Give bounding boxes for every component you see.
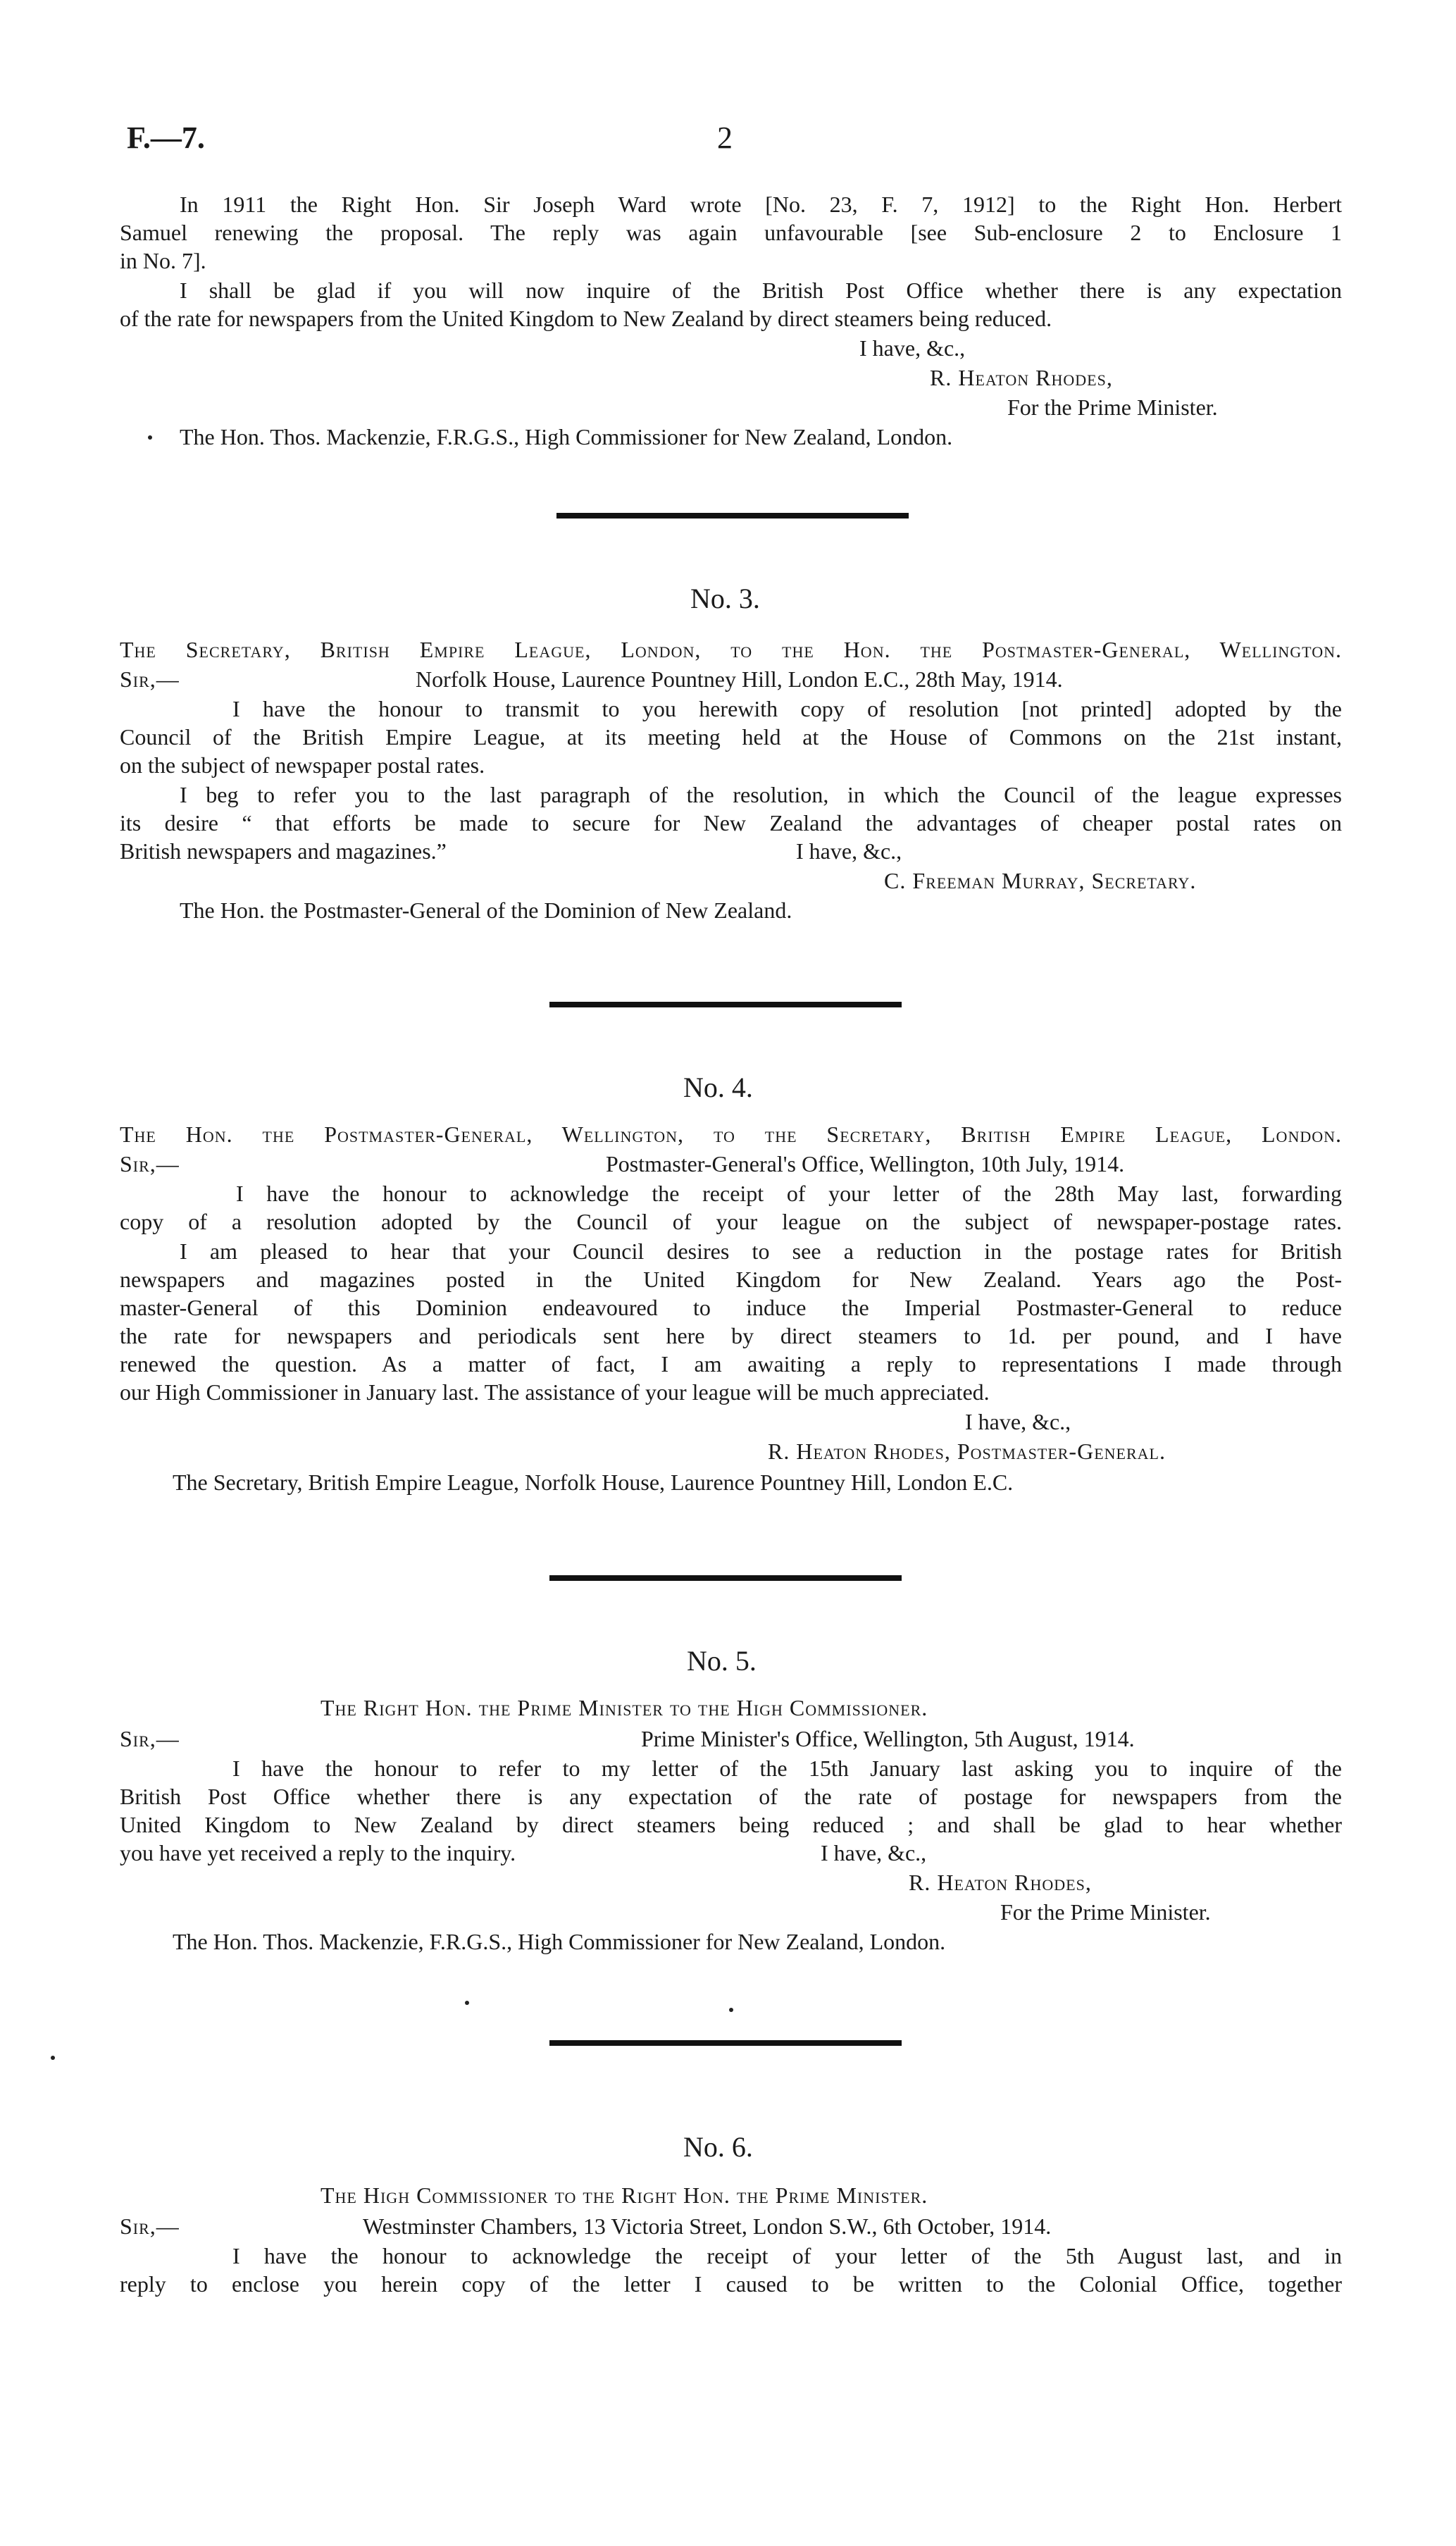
body-line: renewed the question. As a matter of fact, I am awaiting a reply to representations I made through <box>120 1351 1342 1377</box>
section-divider <box>549 1002 902 1007</box>
body-line: British newspapers and magazines.” <box>120 838 447 864</box>
section-divider <box>556 513 909 518</box>
stray-mark <box>148 435 152 440</box>
section-heading-no6: No. 6. <box>683 2131 753 2163</box>
salutation: Sir,— <box>120 1151 180 1176</box>
body-line: I have the honour to transmit to you herewith copy of resolution [not printed] adopted by the <box>232 696 1342 721</box>
body-line: I beg to refer you to the last paragraph of the resolution, in which the Council of the league expresses <box>180 782 1342 807</box>
page-number: 2 <box>717 120 733 155</box>
signature: C. Freeman Murray, Secretary. <box>884 868 1197 893</box>
body-line: Samuel renewing the proposal. The reply was again unfavourable [see Sub-enclosure 2 to Enclosure 1 <box>120 220 1342 245</box>
body-line: of the rate for newspapers from the United Kingdom to New Zealand by direct steamers being reduced. <box>120 306 1052 331</box>
signature: R. Heaton Rhodes, <box>909 1870 1092 1895</box>
route-line: The High Commissioner to the Right Hon. the Prime Minister. <box>321 2182 928 2208</box>
sender-address: Prime Minister's Office, Wellington, 5th August, 1914. <box>641 1726 1135 1751</box>
addressee: The Hon. the Postmaster-General of the Dominion of New Zealand. <box>180 898 792 923</box>
body-line: I am pleased to hear that your Council desires to see a reduction in the postage rates for British <box>180 1238 1342 1264</box>
sender-address: Norfolk House, Laurence Pountney Hill, London E.C., 28th May, 1914. <box>416 666 1063 692</box>
addressee: The Secretary, British Empire League, Norfolk House, Laurence Pountney Hill, London E.C. <box>173 1470 1014 1495</box>
body-line: United Kingdom to New Zealand by direct steamers being reduced ; and shall be glad to hear whether <box>120 1812 1342 1837</box>
body-line: copy of a resolution adopted by the Council of your league on the subject of newspaper-postage rates. <box>120 1209 1342 1234</box>
body-line: newspapers and magazines posted in the United Kingdom for New Zealand. Years ago the Post- <box>120 1267 1342 1292</box>
salutation: Sir,— <box>120 1726 180 1751</box>
body-line: Council of the British Empire League, at its meeting held at the House of Commons on the 21st instant, <box>120 724 1342 750</box>
body-line: I have the honour to refer to my letter of the 15th January last asking you to inquire of the <box>232 1756 1342 1781</box>
body-line: I shall be glad if you will now inquire of the British Post Office whether there is any expectation <box>180 278 1342 303</box>
route-line: The Hon. the Postmaster-General, Wellington, to the Secretary, British Empire League, London. <box>120 1122 1342 1147</box>
body-line: in No. 7]. <box>120 248 206 273</box>
route-line: The Secretary, British Empire League, London, to the Hon. the Postmaster-General, Wellington. <box>120 637 1342 662</box>
section-divider <box>549 2040 902 2046</box>
body-line: its desire “ that efforts be made to secure for New Zealand the advantages of cheaper postal rates on <box>120 810 1342 836</box>
body-line: I have the honour to acknowledge the receipt of your letter of the 5th August last, and in <box>232 2243 1342 2268</box>
closing: I have, &c., <box>965 1409 1071 1434</box>
closing: I have, &c., <box>859 335 966 361</box>
body-line: on the subject of newspaper postal rates. <box>120 752 485 778</box>
section-divider <box>549 1575 902 1581</box>
salutation: Sir,— <box>120 2213 180 2239</box>
body-line: master-General of this Dominion endeavoured to induce the Imperial Postmaster-General to reduce <box>120 1295 1342 1320</box>
signature-role: For the Prime Minister. <box>1007 395 1218 420</box>
body-line: I have the honour to acknowledge the receipt of your letter of the 28th May last, forwarding <box>236 1181 1342 1206</box>
section-heading-no5: No. 5. <box>687 1645 757 1677</box>
signature: R. Heaton Rhodes, Postmaster-General. <box>768 1439 1166 1464</box>
stray-mark <box>465 2001 469 2005</box>
body-line: In 1911 the Right Hon. Sir Joseph Ward wrote [No. 23, F. 7, 1912] to the Right Hon. Herbert <box>180 192 1342 217</box>
sender-address: Westminster Chambers, 13 Victoria Street, London S.W., 6th October, 1914. <box>363 2213 1052 2239</box>
section-heading-no4: No. 4. <box>683 1072 753 1103</box>
signature-role: For the Prime Minister. <box>1000 1899 1211 1925</box>
route-line: The Right Hon. the Prime Minister to the High Commissioner. <box>321 1695 928 1720</box>
body-line: British Post Office whether there is any expectation of the rate of postage for newspapers from the <box>120 1784 1342 1809</box>
salutation: Sir,— <box>120 666 180 692</box>
stray-mark <box>729 2008 733 2012</box>
addressee: The Hon. Thos. Mackenzie, F.R.G.S., High Commissioner for New Zealand, London. <box>180 424 953 449</box>
body-line: our High Commissioner in January last. The assistance of your league will be much appreciated. <box>120 1379 990 1405</box>
body-line: reply to enclose you herein copy of the letter I caused to be written to the Colonial Office, together <box>120 2271 1342 2297</box>
section-heading-no3: No. 3. <box>690 583 760 614</box>
document-code: F.—7. <box>127 120 205 155</box>
closing: I have, &c., <box>796 838 902 864</box>
sender-address: Postmaster-General's Office, Wellington, 10th July, 1914. <box>606 1151 1125 1176</box>
closing: I have, &c., <box>821 1840 927 1865</box>
body-line: you have yet received a reply to the inquiry. <box>120 1840 516 1865</box>
stray-mark <box>51 2056 55 2060</box>
addressee: The Hon. Thos. Mackenzie, F.R.G.S., High Commissioner for New Zealand, London. <box>173 1929 946 1954</box>
body-line: the rate for newspapers and periodicals sent here by direct steamers to 1d. per pound, and I have <box>120 1323 1342 1348</box>
signature: R. Heaton Rhodes, <box>930 365 1113 390</box>
